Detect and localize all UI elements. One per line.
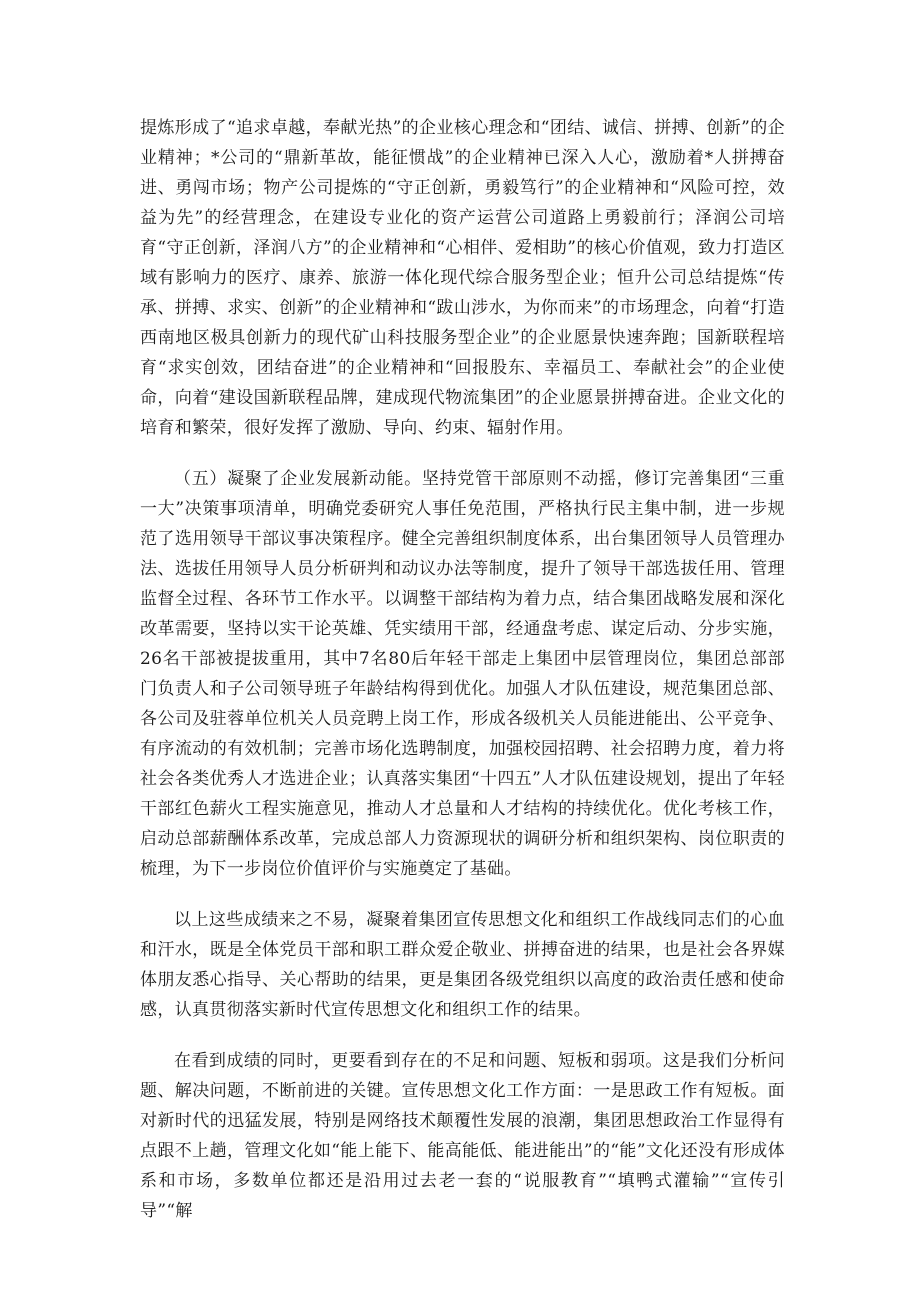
paragraph-corporate-culture-continued: 提炼形成了“追求卓越，奉献光热”的企业核心理念和“团结、诚信、拼搏、创新”的企业精神；*公司的“鼎新革故，能征惯战”的企业精神已深入人心，激励着*人拼搏奋进、勇闯市场；物产公司提炼的“守正创新，勇毅笃行”的企业精神和“风险可控，效益为先”的经营理念，在建设专业化的资产运营公司道路上勇毅前行；泽润公司培育“守正创新，泽润八方”的企业精神和“心相伴、爱相助”的核心价值观，致力打造区域有影响力的医疗、康养、旅游一体化现代综合服务型企业；恒升公司总结提炼“传承、拼搏、求实、创新”的企业精神和“跋山涉水，为你而来”的市场理念，向着“打造西南地区极具创新力的现代矿山科技服务型企业”的企业愿景快速奔跑；国新联程培育“求实创效，团结奋进”的企业精神和“回报股东、幸福员工、奉献社会”的企业使命，向着“建设国新联程品牌，建成现代物流集团”的企业愿景拼搏奋进。企业文化的培育和繁荣，很好发挥了激励、导向、约束、辐射作用。: [140, 118, 785, 438]
paragraph-problems-and-shortcomings: 在看到成绩的同时，更要看到存在的不足和问题、短板和弱项。这是我们分析问题、解决问题，不断前进的关键。宣传思想文化工作方面：一是思政工作有短板。面对新时代的迅猛发展，特别是网络技术颠覆性发展的浪潮，集团思想政治工作显得有点跟不上趟，管理文化如“能上能下、能高能低、能进能出”的“能”文化还没有形成体系和市场，多数单位都还是沿用过去老一套的“说服教育”“填鸭式灌输”“宣传引导”“解: [140, 1051, 785, 1221]
document-body: [140, 113, 785, 1226]
paragraph-achievements-summary: 以上这些成绩来之不易，凝聚着集团宣传思想文化和组织工作战线同志们的心血和汗水，既是全体党员干部和职工群众爱企敬业、拼搏奋进的结果，也是社会各界媒体朋友悉心指导、关心帮助的结果，更是集团各级党组织以高度的政治责任感和使命感，认真贯彻落实新时代宣传思想文化和组织工作的结果。: [140, 910, 785, 1020]
paragraph-section-five-cadre-development: （五）凝聚了企业发展新动能。坚持党管干部原则不动摇，修订完善集团“三重一大”决策事项清单，明确党委研究人事任免范围，严格执行民主集中制，进一步规范了选用领导干部议事决策程序。健全完善组织制度体系，出台集团领导人员管理办法、选拔任用领导人员分析研判和动议办法等制度，提升了领导干部选拔任用、管理监督全过程、各环节工作水平。以调整干部结构为着力点，结合集团战略发展和深化改革需要，坚持以实干论英雄、凭实绩用干部，经通盘考虑、谋定后动、分步实施，26名干部被提拔重用，其中7名80后年轻干部走上集团中层管理岗位，集团总部部门负责人和子公司领导班子年龄结构得到优化。加强人才队伍建设，规范集团总部、各公司及驻蓉单位机关人员竞聘上岗工作，形成各级机关人员能进能出、公平竞争、有序流动的有效机制；完善市场化选聘制度，加强校园招聘、社会招聘力度，着力将社会各类优秀人才选进企业；认真落实集团“十四五”人才队伍建设规划，提出了年轻干部红色薪火工程实施意见，推动人才总量和人才结构的持续优化。优化考核工作，启动总部薪酬体系改革，完成总部人力资源现状的调研分析和组织架构、岗位职责的梳理，为下一步岗位价值评价与实施奠定了基础。: [140, 469, 785, 879]
